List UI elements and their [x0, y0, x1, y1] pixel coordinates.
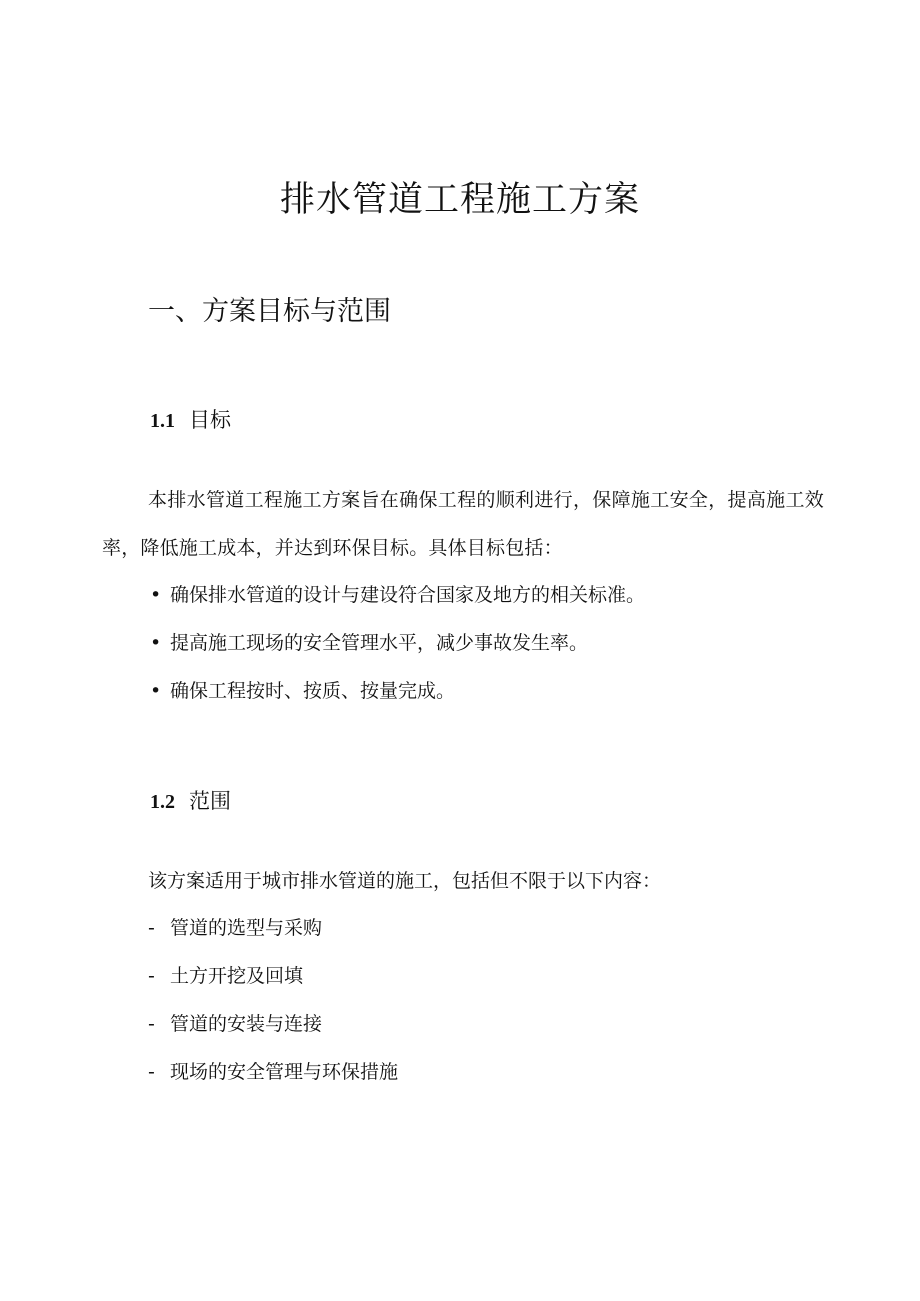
list-item-text: 确保工程按时、按质、按量完成。	[170, 680, 456, 702]
list-item-text: 提高施工现场的安全管理水平，减少事故发生率。	[170, 632, 589, 654]
list-item	[148, 1009, 322, 1039]
subsection-number: 1.2	[150, 791, 175, 813]
bullet-icon: •	[150, 680, 162, 702]
dash-marker: -	[148, 1013, 155, 1035]
dash-marker: -	[148, 965, 155, 987]
list-item	[150, 580, 645, 610]
bullet-icon: •	[150, 632, 162, 654]
subsection-number: 1.1	[150, 410, 175, 432]
list-item-text: 土方开挖及回填	[170, 965, 304, 987]
list-item-text: 确保排水管道的设计与建设符合国家及地方的相关标准。	[170, 584, 646, 606]
subsection-heading-scope	[150, 786, 231, 817]
scope-intro: 该方案适用于城市排水管道的施工，包括但不限于以下内容：	[148, 870, 662, 892]
goal-paragraph: 本排水管道工程施工方案旨在确保工程的顺利进行，保障施工安全，提高施工效率，降低施工成本，并达到环保目标。具体目标包括：	[102, 489, 824, 559]
bullet-icon: •	[150, 584, 162, 606]
list-item	[150, 628, 588, 658]
dash-marker: -	[148, 1061, 155, 1083]
list-item-text: 现场的安全管理与环保措施	[170, 1061, 399, 1083]
section-heading-1: 一、方案目标与范围	[148, 296, 391, 327]
subsection-heading-goal	[150, 405, 231, 436]
document-title: 排水管道工程施工方案	[279, 180, 640, 220]
subsection-title: 目标	[189, 408, 231, 432]
list-item	[148, 1057, 398, 1087]
list-item	[148, 961, 303, 991]
list-item	[148, 913, 322, 943]
dash-marker: -	[148, 917, 155, 939]
subsection-title: 范围	[189, 789, 231, 813]
list-item-text: 管道的安装与连接	[170, 1013, 323, 1035]
list-item	[150, 676, 455, 706]
list-item-text: 管道的选型与采购	[170, 917, 323, 939]
